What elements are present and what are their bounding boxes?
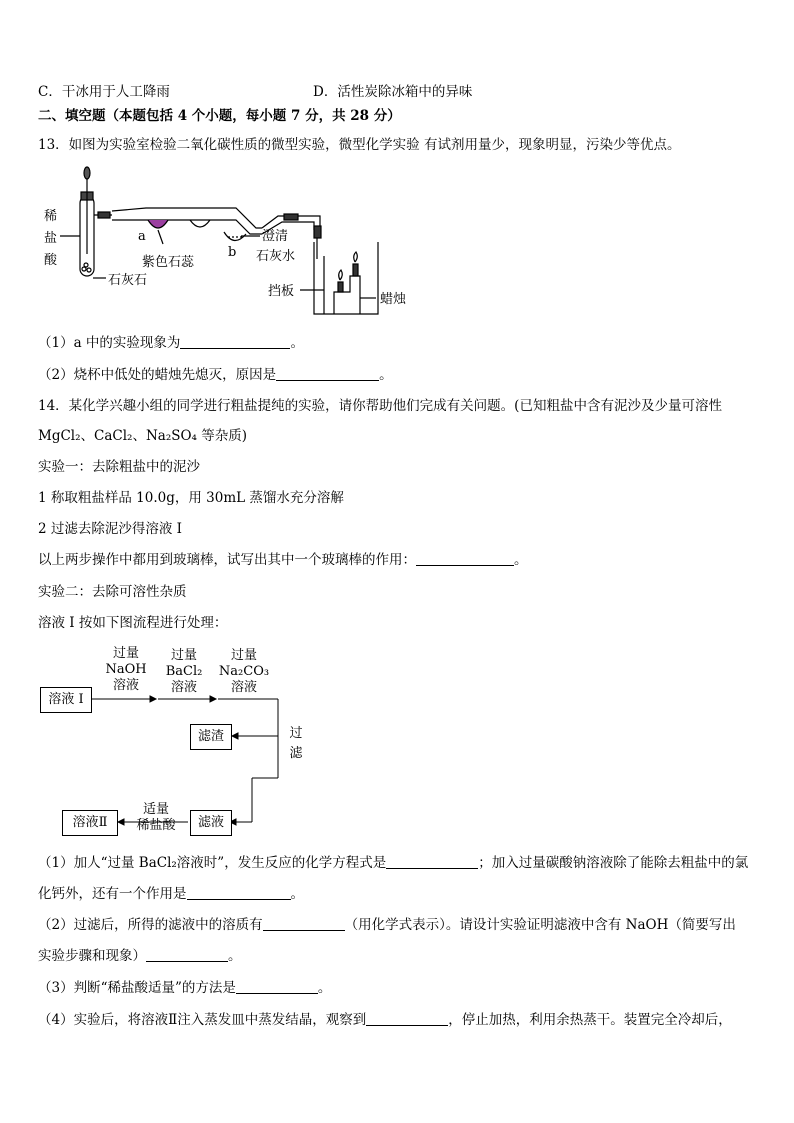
filter-label-2: 滤 (289, 746, 303, 761)
label-limestone: 石灰石 (108, 273, 148, 288)
option-c: C．干冰用于人工降雨 (38, 84, 170, 100)
period: 。 (514, 552, 528, 568)
label-limewater-1: 澄清 (262, 229, 289, 244)
answer-blank[interactable] (180, 334, 290, 349)
solution-1-box: 溶液 I (40, 687, 92, 713)
reagent-na2co3-top: 过量 (230, 648, 257, 663)
answer-blank[interactable] (187, 885, 291, 900)
option-d: D．活性炭除冰箱中的异味 (313, 84, 473, 100)
answer-blank[interactable] (386, 854, 478, 869)
period: 。 (290, 335, 304, 351)
glass-rod-text: 以上两步操作中都用到玻璃棒，试写出其中一个玻璃棒的作用： (38, 552, 416, 568)
label-xi: 稀 (44, 209, 58, 224)
q13-part2-text: （2）烧杯中低处的蜡烛先熄灭，原因是 (38, 367, 277, 383)
reagent-bacl2-bot: 溶液 (170, 680, 197, 695)
step-1: 1 称取粗盐样品 10.0g，用 30mL 蒸馏水充分溶解 (38, 490, 344, 506)
answer-blank[interactable] (276, 366, 379, 381)
part-2-line-a (38, 916, 736, 934)
part-2-text-c: 实验步骤和现象） (38, 948, 146, 964)
reagent-na2co3 (214, 648, 274, 696)
filter-label (286, 724, 306, 764)
flow-intro: 溶液 I 按如下图流程进行处理： (38, 615, 228, 631)
reagent-naoh-mid: NaOH (105, 662, 147, 677)
question-14-b: MgCl₂、CaCl₂、Na₂SO₄ 等杂质) (38, 428, 248, 444)
reagent-naoh-top: 过量 (112, 646, 139, 661)
q13-part2 (38, 366, 393, 384)
part-4-line (38, 1011, 732, 1029)
answer-blank[interactable] (236, 979, 318, 994)
part-2-text-a: （2）过滤后，所得的滤液中的溶质有 (38, 917, 263, 933)
part-3-text: （3）判断“稀盐酸适量”的方法是 (38, 980, 236, 996)
section-heading: 二、填空题（本题包括 4 个小题，每小题 7 分，共 28 分） (38, 108, 401, 124)
question-14-a: 14．某化学兴趣小组的同学进行粗盐提纯的实验，请你帮助他们完成有关问题。(已知粗盐中含有泥沙及少量可溶性 (38, 398, 722, 414)
q13-part1 (38, 334, 304, 352)
glass-rod-question (38, 551, 528, 569)
acid-reagent-bot: 稀盐酸 (136, 818, 176, 833)
experiment-2: 实验二：去除可溶性杂质 (38, 584, 187, 600)
reagent-na2co3-mid: Na₂CO₃ (218, 664, 270, 679)
part-1-text-b: ；加入过量碳酸钠溶液除了能除去粗盐中的氯 (478, 855, 749, 871)
reagent-na2co3-bot: 溶液 (230, 680, 257, 695)
reagent-naoh-bot: 溶液 (112, 678, 139, 693)
answer-blank[interactable] (146, 947, 228, 962)
period: 。 (228, 948, 242, 964)
acid-reagent (126, 802, 186, 834)
label-litmus: 紫色石蕊 (142, 255, 195, 270)
label-a: a (138, 229, 146, 244)
part-3-line (38, 979, 331, 997)
part-1-line-b (38, 885, 304, 903)
part-2-text-b: （用化学式表示）。请设计实验证明滤液中含有 NaOH（简要写出 (344, 917, 736, 933)
label-baffle: 挡板 (268, 284, 295, 299)
part-1-text-a: （1）加人“过量 BaCl₂溶液时”，发生反应的化学方程式是 (38, 855, 387, 871)
label-candle: 蜡烛 (380, 292, 407, 307)
period: 。 (317, 980, 332, 996)
filtrate-box: 滤液 (190, 810, 232, 836)
period: 。 (290, 886, 304, 902)
answer-blank[interactable] (263, 916, 345, 931)
answer-blank[interactable] (366, 1011, 448, 1026)
part-1-text-c: 化钙外，还有一个作用是 (38, 886, 187, 902)
reagent-bacl2-mid: BaCl₂ (165, 664, 203, 679)
part-2-line-b (38, 947, 242, 965)
reagent-bacl2-top: 过量 (170, 648, 197, 663)
step-2: 2 过滤去除泥沙得溶液 I (38, 521, 183, 537)
label-suan: 酸 (44, 253, 58, 268)
acid-reagent-top: 适量 (142, 802, 169, 817)
part-4-text-a: （4）实验后，将溶液Ⅱ注入蒸发皿中蒸发结晶，观察到 (38, 1012, 367, 1028)
reagent-naoh (100, 646, 152, 694)
reagent-bacl2 (158, 648, 210, 696)
residue-box: 滤渣 (190, 724, 232, 750)
label-b: b (228, 245, 237, 260)
period: 。 (379, 367, 393, 383)
question-13: 13．如图为实验室检验二氧化碳性质的微型实验，微型化学实验 有试剂用量少，现象明显，污染少等优点。 (38, 137, 681, 153)
experiment-1: 实验一：去除粗盐中的泥沙 (38, 459, 200, 475)
filter-label-1: 过 (289, 726, 303, 741)
q13-part1-text: （1）a 中的实验现象为 (38, 335, 181, 351)
answer-blank[interactable] (416, 551, 514, 566)
flow-chart (0, 640, 794, 840)
label-limewater-2: 石灰水 (256, 249, 296, 264)
part-4-text-b: ，停止加热，利用余热蒸干。装置完全冷却后， (448, 1012, 732, 1028)
label-yan: 盐 (44, 231, 58, 246)
solution-2-box: 溶液Ⅱ (62, 810, 118, 836)
part-1-line-a (38, 854, 748, 872)
co2-apparatus-diagram (38, 164, 418, 324)
